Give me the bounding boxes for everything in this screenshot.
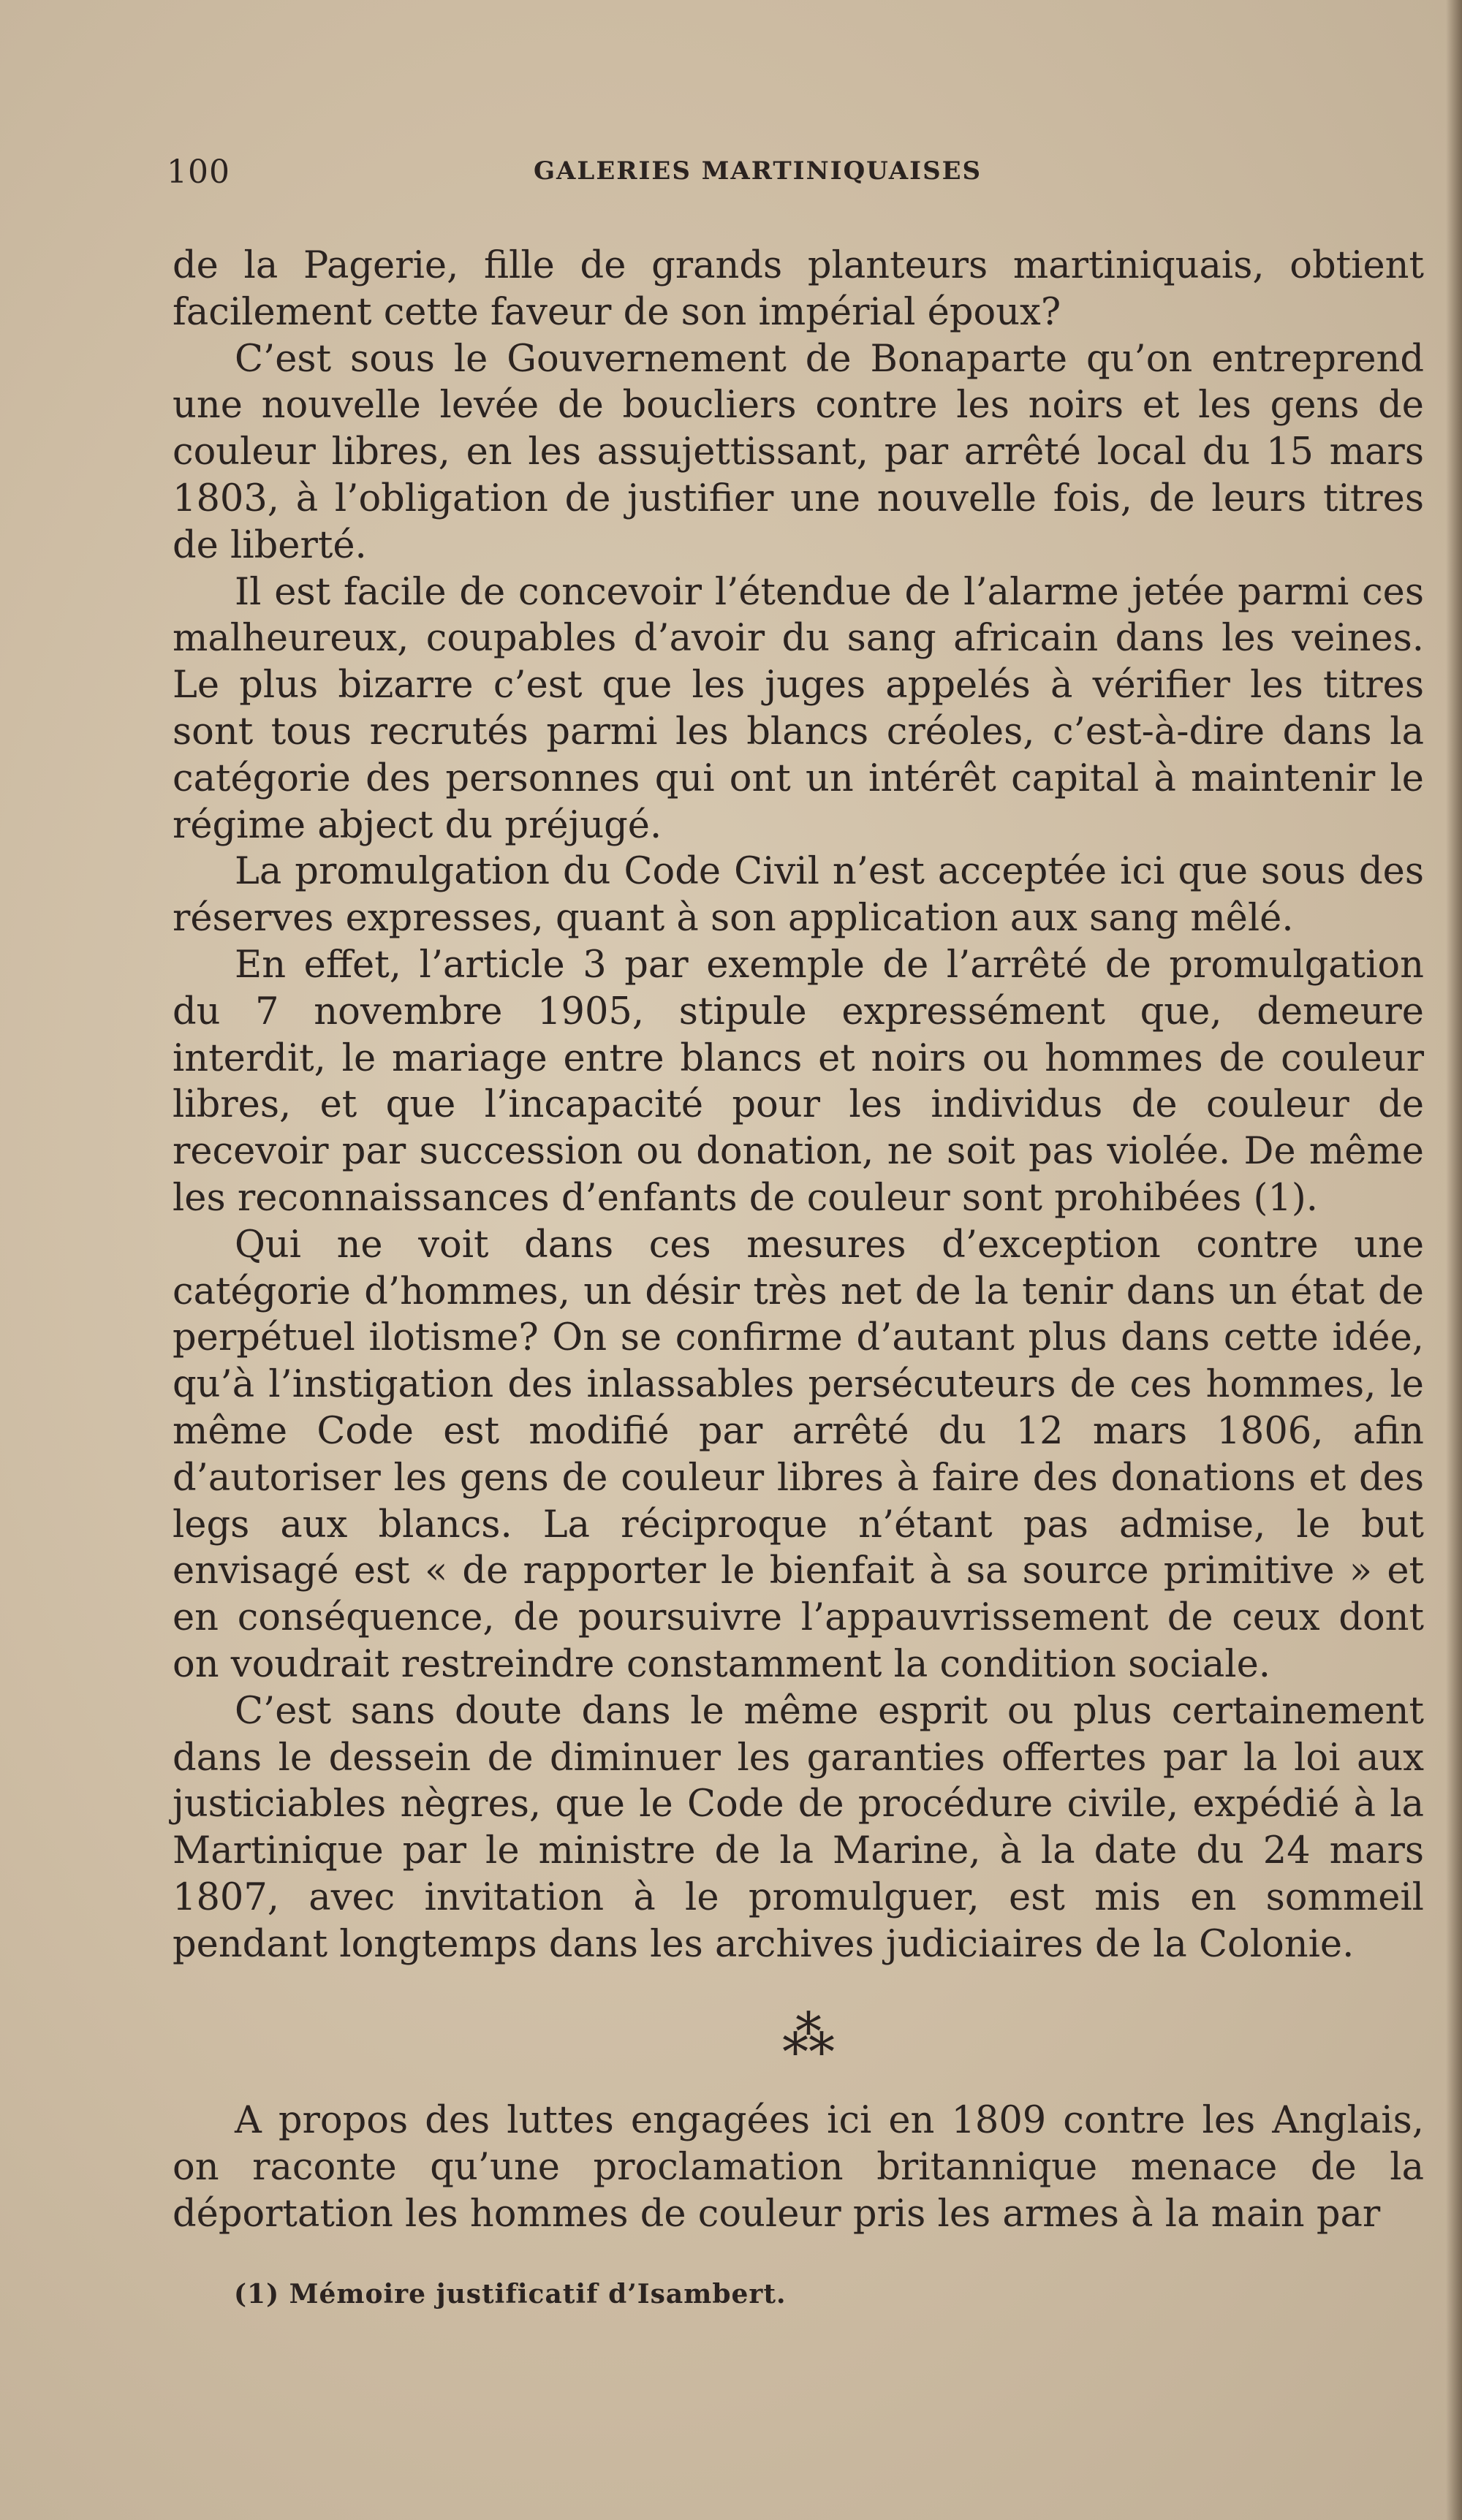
footnote: (1) Mémoire justificatif d’Isambert. — [234, 2279, 787, 2310]
paragraph: C’est sous le Gouvernement de Bonaparte qu’on entreprend une nouvelle levée de boucliers contre les noirs et les gens de couleur libres, en les assujettissant, par arrêté local du 15 mars 1803, à l’obligation de justifier une nouvelle fois, de leurs titres de liberté. — [173, 337, 1424, 567]
running-title: GALERIES MARTINIQUAISES — [534, 156, 982, 186]
body-text-continued — [173, 2098, 1424, 2238]
asterism-separator — [765, 2003, 852, 2068]
body-text — [173, 243, 1424, 1967]
running-header — [167, 153, 1336, 197]
page-number: 100 — [167, 153, 230, 191]
asterism-glyph: ⁂ — [782, 2005, 835, 2066]
paragraph: de la Pagerie, fille de grands planteurs martiniquais, obtient facilement cette faveur de son impérial époux? — [173, 244, 1424, 334]
paragraph: La promulgation du Code Civil n’est acceptée ici que sous des réserves expresses, quant à son application aux sang mêlé. — [173, 850, 1424, 941]
paragraph: C’est sans doute dans le même esprit ou plus certainement dans le dessein de diminuer les garanties offertes par la loi aux justiciables nègres, que le Code de procédure civile, expédié à la Martinique par le ministre de la Marine, à la date du 24 mars 1807, avec invitation à le promulguer, est mis en sommeil pendant longtemps dans les archives judiciaires de la Colonie. — [173, 1689, 1424, 1966]
paragraph: En effet, l’article 3 par exemple de l’arrêté de promulgation du 7 novembre 1905, stipule expressément que, demeure interdit, le mariage entre blancs et noirs ou hommes de couleur libres, et que l’incapacité pour les individus de couleur de recevoir par succession ou donation, ne soit pas violée. De même les reconnaissances d’enfants de couleur sont prohibées (1). — [173, 943, 1424, 1220]
paragraph: Il est facile de concevoir l’étendue de l’alarme jetée parmi ces malheureux, coupables d’avoir du sang africain dans les veines. Le plus bizarre c’est que les juges appelés à vérifier les titres sont tous recrutés parmi les blancs créoles, c’est-à-dire dans la catégorie des personnes qui ont un intérêt capital à maintenir le régime abject du préjugé. — [173, 570, 1424, 847]
paragraph: A propos des luttes engagées ici en 1809 contre les Anglais, on raconte qu’une proclamation britannique menace de la déportation les hommes de couleur pris les armes à la main par — [173, 2099, 1424, 2236]
page-edge-shadow — [1446, 0, 1462, 2520]
paragraph: Qui ne voit dans ces mesures d’exception contre une catégorie d’hommes, un désir très net de la tenir dans un état de perpétuel ilotisme? On se confirme d’autant plus dans cette idée, qu’à l’instigation des inlassables persécuteurs de ces hommes, le même Code est modifié par arrêté du 12 mars 1806, afin d’autoriser les gens de couleur libres à faire des donations et des legs aux blancs. La réciproque n’étant pas admise, le but envisagé est « de rapporter le bienfait à sa source primitive » et en conséquence, de poursuivre l’appauvrissement de ceux dont on voudrait restreindre constamment la condition sociale. — [173, 1223, 1424, 1686]
